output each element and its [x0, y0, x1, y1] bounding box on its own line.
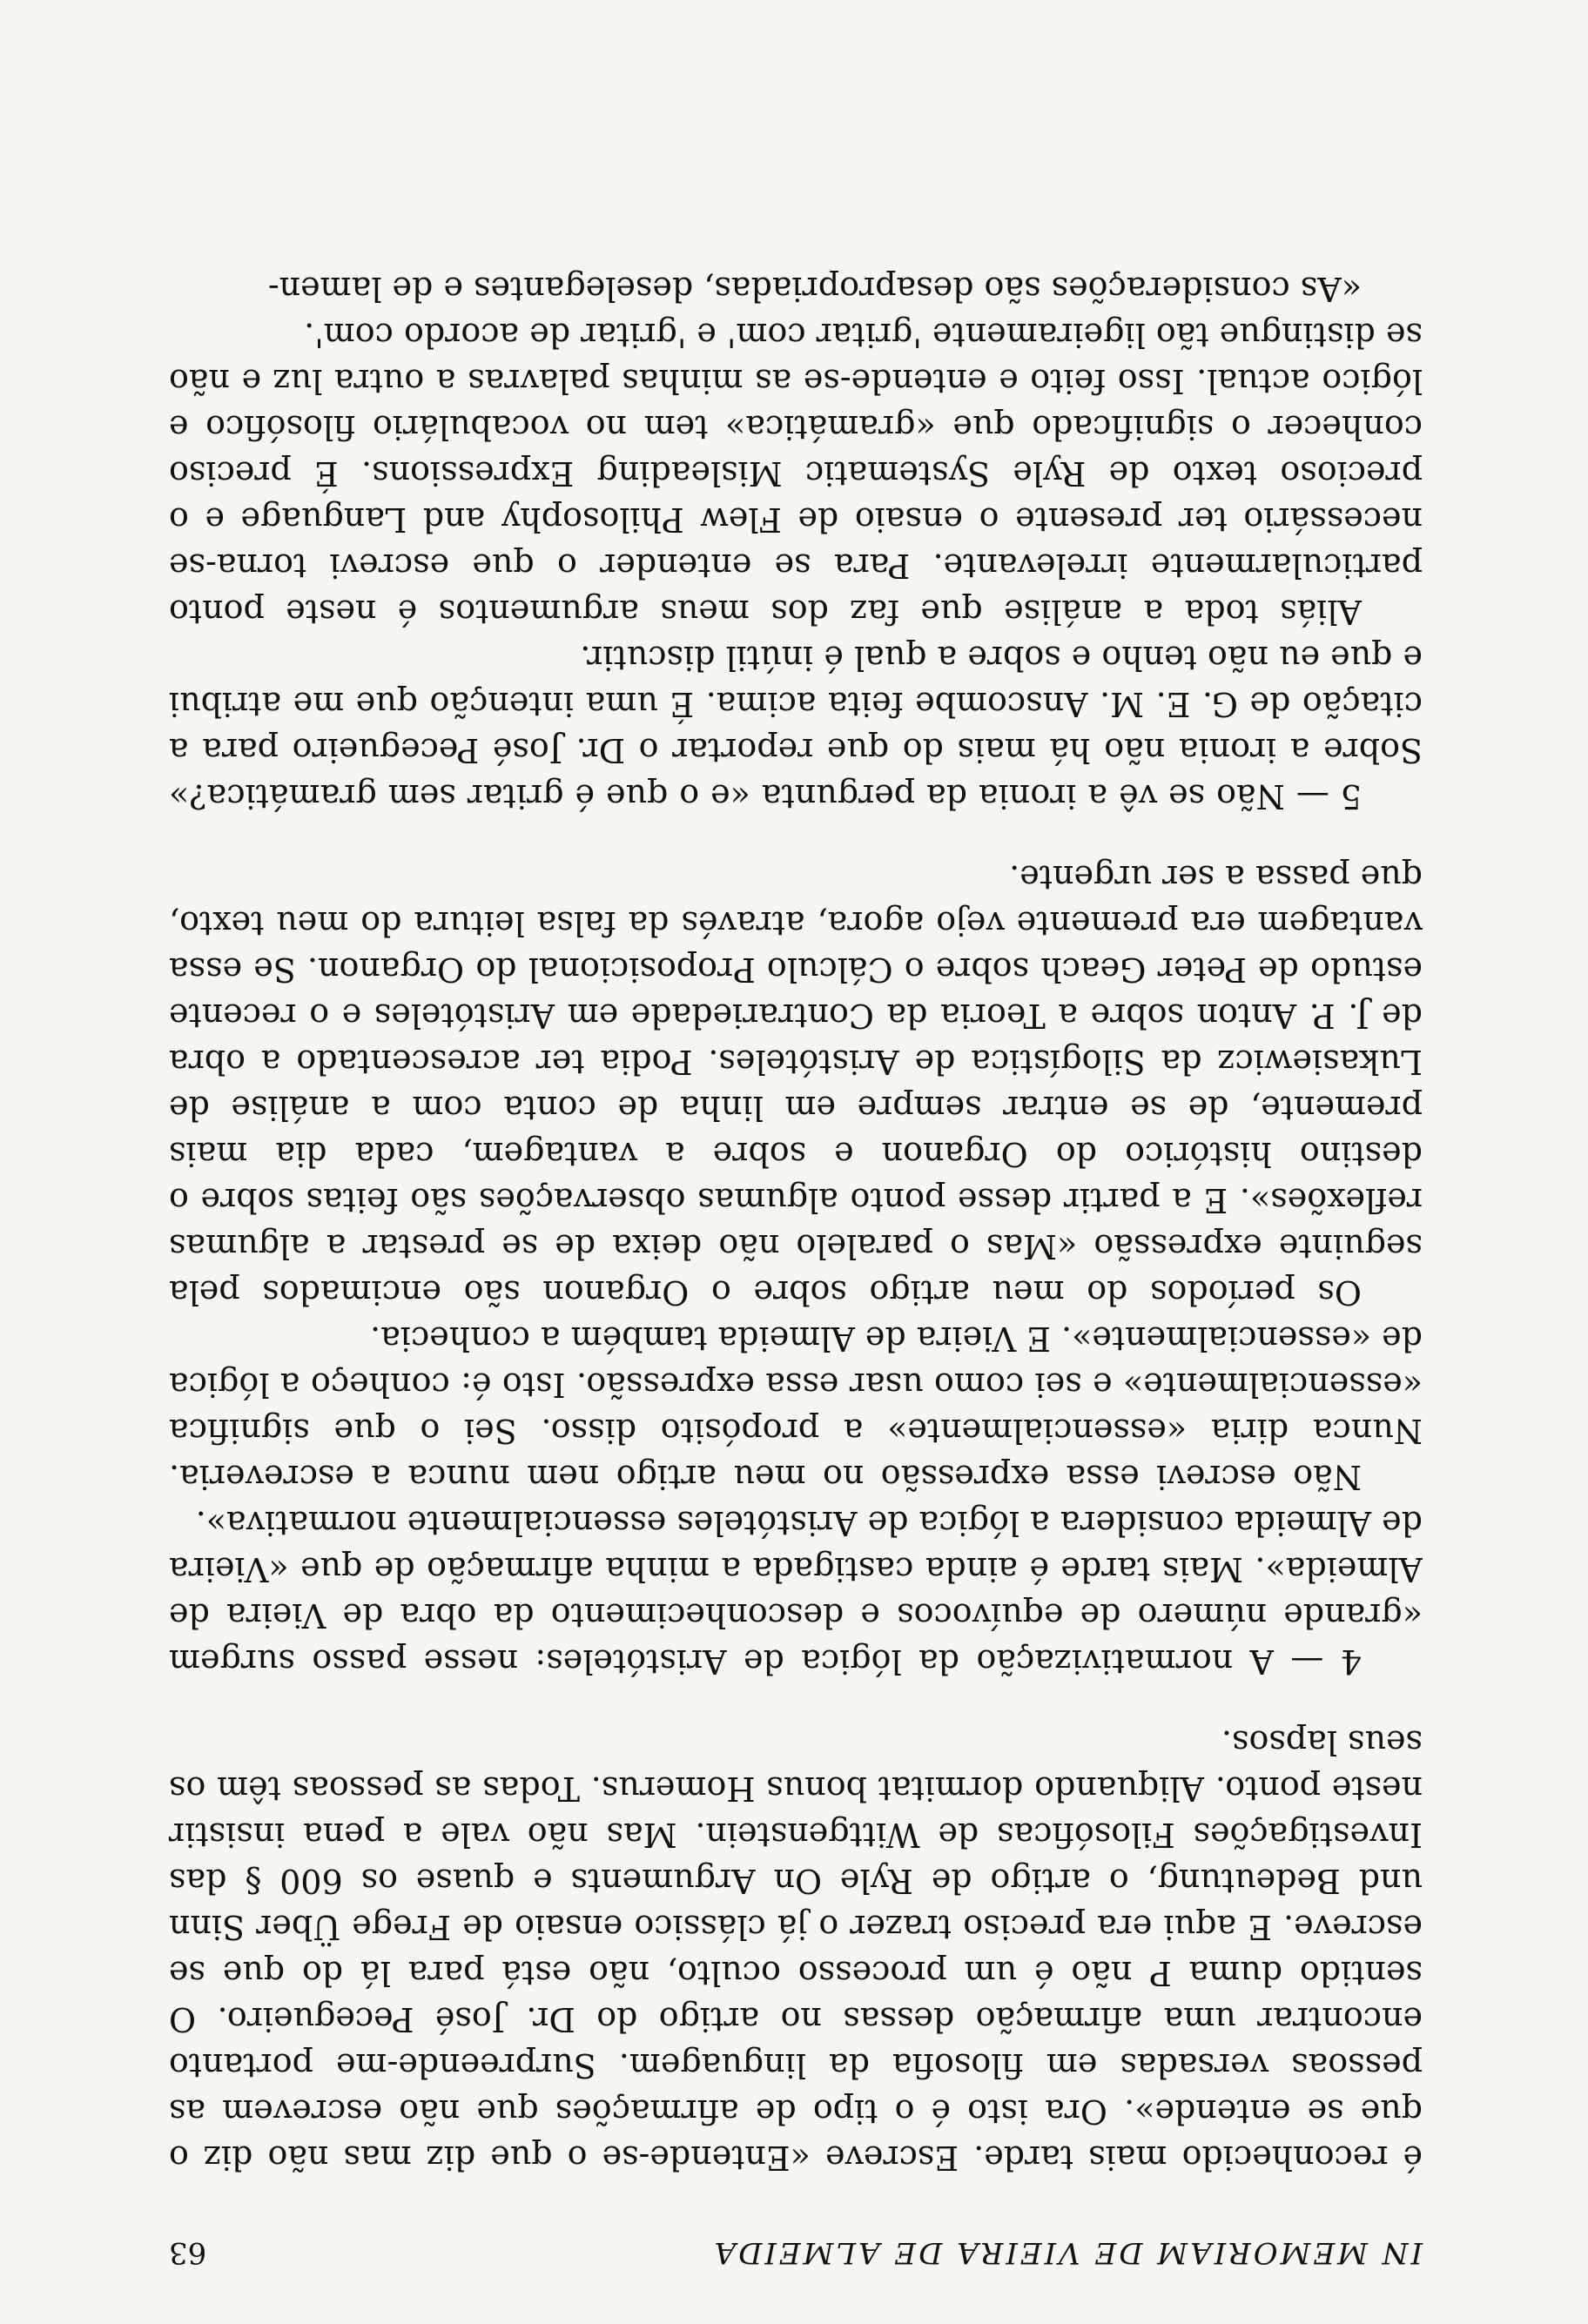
paragraph: Não escrevi essa expressão no meu artigo nem nunca a escreveria. Nunca diria «essencialmente» a propósito disso. Sei o que significa «essencialmente» e sei como usar essa expressão. Isto é: conheço a lógica de «essencialmente». E Vieira de Almeida também a conhecia.	[169, 1320, 1423, 1496]
paragraph: Os períodos do meu artigo sobre o Organon são encimados pela seguinte expressão «Mas o paralelo não deixa de se prestar a algumas reflexões». E a partir desse ponto algumas observações são feitas sobre o destino histórico do Organon e sobre a vantagem, cada dia mais premente, de se entrar sempre em linha de conta com a análise de Lukasiewicz da Silogística de Aristóteles. Podia ter acrescentado a obra de J. P. Anton sobre a Teoria da Contrariedade em Aristóteles e o recente estudo de Peter Geach sobre o Cálculo Proposicional do Organon. Se essa vantagem era premente vejo agora, através da falsa leitura do meu texto, que passa a ser urgente.	[169, 858, 1423, 1312]
paragraph: 5 — Não se vê a ironia da pergunta «e o que é gritar sem gramática?» Sobre a ironia não há mais do que reportar o Dr. José Pecegueiro para a citação de G. E. M. Anscombe feita acima. É uma intenção que me atribui e que eu não tenho e sobre a qual é inútil discutir.	[169, 639, 1423, 816]
paragraph: Aliás toda a análise que faz dos meus argumentos é neste ponto particularmente irrelevante. Para se entender o que escrevi torna-se necessário ter presente o ensaio de Flew Philosophy and Language e o precioso texto de Ryle Systematic Misleading Expressions. É preciso conhecer o significado que «gramática» tem no vocabulário filosófico e lógico actual. Isso feito e entende-se as minhas palavras a outra luz e não se distingue tão ligeiramente 'gritar com' e 'gritar de acordo com'.	[169, 316, 1423, 631]
section-gap	[169, 1684, 1423, 1719]
paragraph: 4 — A normativização da lógica de Aristóteles: nesse passo surgem «grande número de equívocos e desconhecimento da obra de Vieira de Almeida». Mais tarde é ainda castigada a minha afirmação de que «Vieira de Almeida considera a lógica de Aristóteles essencialmente normativa».	[169, 1504, 1423, 1681]
running-header	[169, 2227, 1423, 2279]
body-text	[169, 57, 1423, 2180]
paragraph: «As considerações são desapropriadas, deselegantes e de lamen-	[267, 270, 1362, 308]
paragraph: é reconhecido mais tarde. Escreve «Entende-se o que diz mas não diz o que se entende». Ora isto é o tipo de afirmações que não escrevem as pessoas versadas em filosofia da linguagem. Surpreende-me portanto encontrar uma afirmação dessas no artigo do Dr. José Pecegueiro. O sentido duma P não é um processo oculto, não está para lá do que se escreve. E aqui era preciso trazer o já clássico ensaio de Frege Über Sinn und Bedeutung, o artigo de Ryle On Arguments e quase os 600 § das Investigações Filosóficas de Wittgenstein. Mas não vale a pena insistir neste ponto. Aliquando dormitat bonus Homerus. Todas as pessoas têm os seus lapsos.	[169, 1723, 1423, 2177]
page-number: 63	[169, 2235, 207, 2270]
running-title: IN MEMORIAM DE VIEIRA DE ALMEIDA	[711, 2235, 1423, 2270]
section-gap	[169, 819, 1423, 854]
